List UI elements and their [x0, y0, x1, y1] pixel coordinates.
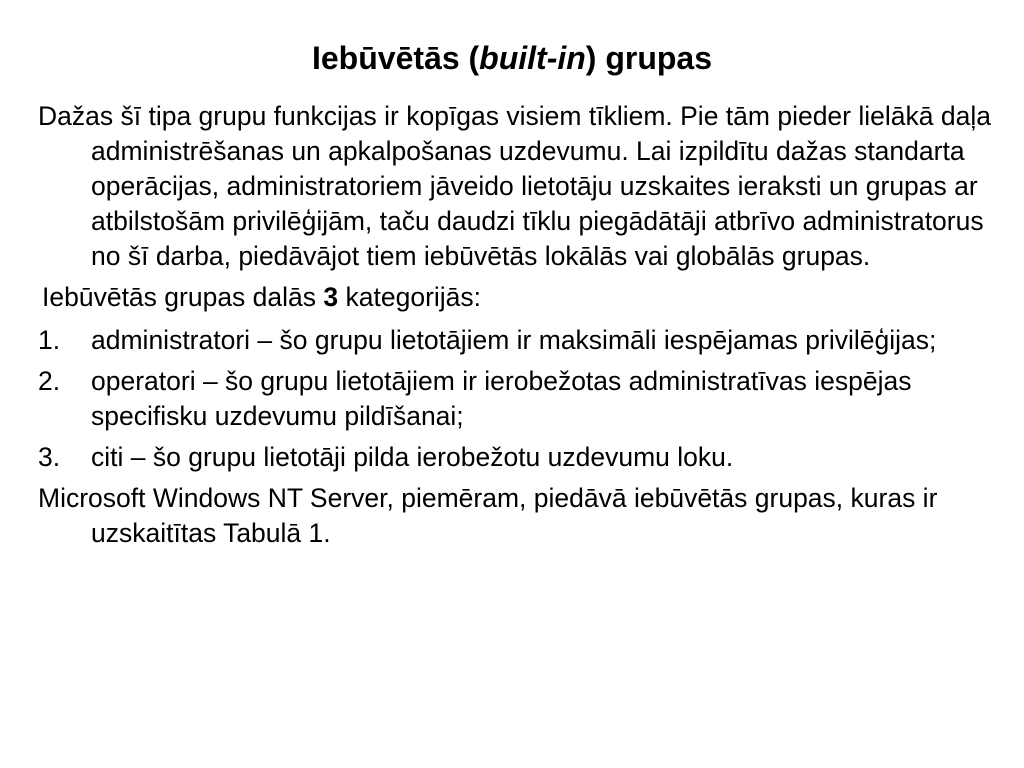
intro-text-after: kategorijās: [338, 282, 482, 312]
list-item-others [38, 440, 1018, 475]
list-item-number: 3. [38, 442, 61, 472]
list-item-number: 1. [38, 325, 61, 355]
intro-text-before: Iebūvētās grupas dalās [42, 282, 324, 312]
slide-body [38, 99, 1018, 557]
title-italic-term: built-in [479, 40, 586, 76]
title-part-2: ) grupas [585, 40, 713, 76]
title-part-1: Iebūvētās ( [311, 40, 480, 76]
category-count: 3 [323, 282, 339, 312]
list-item-text: administratori – šo grupu lietotājiem ir maksimāli iespējamas privilēģijas; [91, 325, 937, 355]
list-item-text: citi – šo grupu lietotāji pilda ierobežotu uzdevumu loku. [91, 442, 734, 472]
paragraph-built-in-groups: Dažas šī tipa grupu funkcijas ir kopīgas visiem tīkliem. Pie tām pieder lielākā daļa administrēšanas un apkalpošanas uzdevumu. Lai izpildītu dažas standarta operācijas, administratoriem jāveido lietotāju uzskaites ieraksti un grupas ar atbilstošām privilēģijām, taču daudzi tīklu piegādātāji atbrīvo administratorus no šī darba, piedāvājot tiem iebūvētās lokālās vai globālās grupas. [38, 101, 991, 271]
list-item-operators [38, 364, 1018, 434]
list-item-number: 2. [38, 366, 61, 396]
list-item-text: operatori – šo grupu lietotājiem ir ierobežotas administratīvas iespējas specifisku uzdevumu pildīšanai; [91, 366, 912, 431]
slide-title [0, 38, 1024, 78]
paragraph-windows-nt-server: Microsoft Windows NT Server, piemēram, piedāvā iebūvētās grupas, kuras ir uzskaitītas Tabulā 1. [38, 483, 938, 548]
categories-intro [38, 280, 1018, 315]
list-item-administrators [38, 323, 1018, 358]
